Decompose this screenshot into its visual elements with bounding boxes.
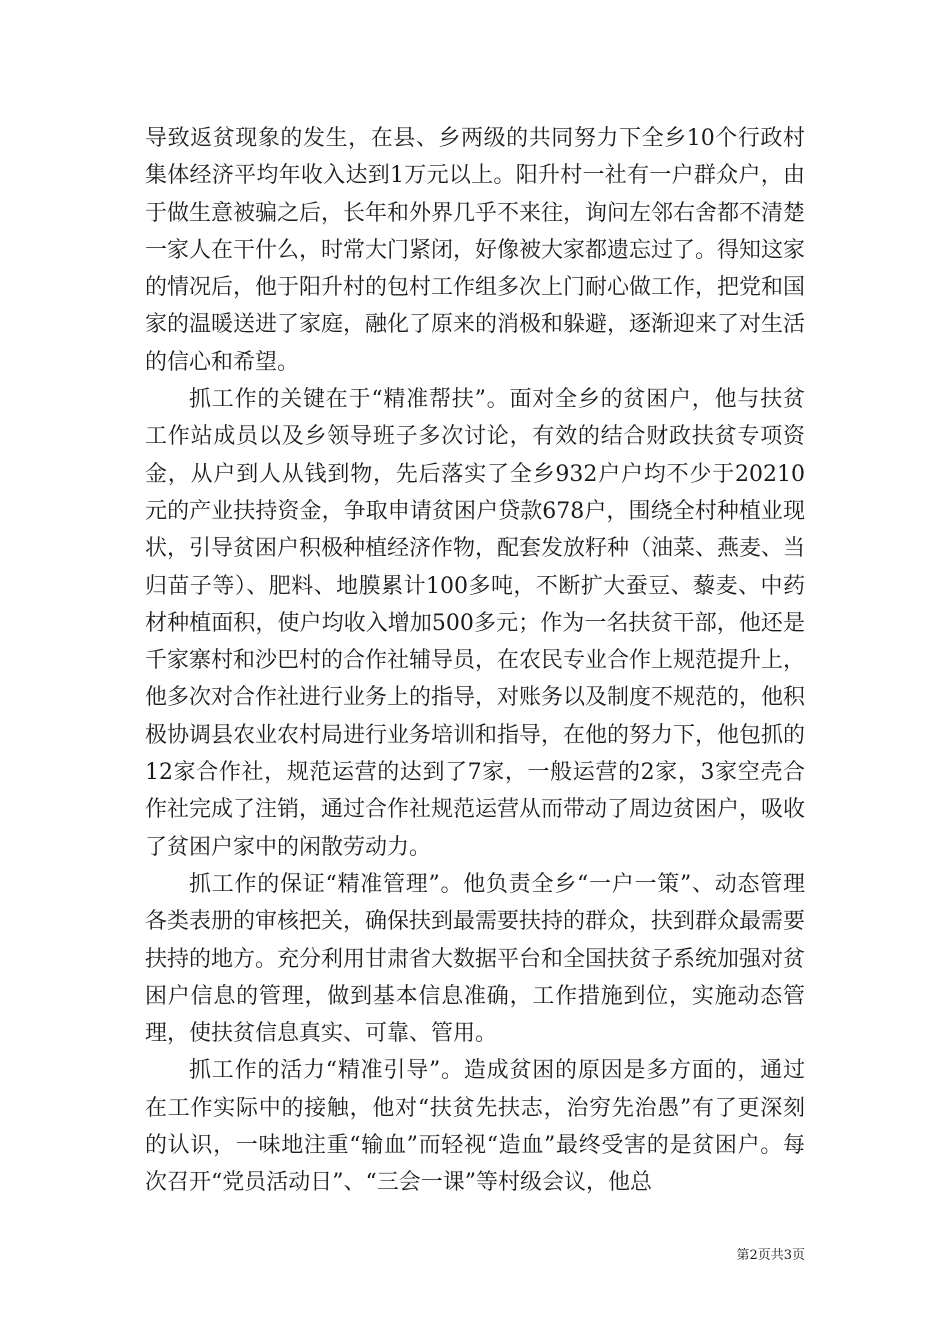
paragraph-precise-assistance: 抓工作的关键在于“精准帮扶”。面对全乡的贫困户，他与扶贫工作站成员以及乡领导班子多次讨论，有效的结合财政扶贫专项资金，从户到人从钱到物，先后落实了全乡932户户均不少于20210元的产业扶持资金，争取申请贫困户贷款678户，围绕全村种植业现状，引导贫困户积极种植经济作物，配套发放籽种（油菜、燕麦、当归苗子等）、肥料、地膜累计100多吨，不断扩大蚕豆、藜麦、中药材种植面积，使户均收入增加500多元；作为一名扶贫干部，他还是千家寨村和沙巴村的合作社辅导员，在农民专业合作上规范提升上，他多次对合作社进行业务上的指导，对账务以及制度不规范的，他积极协调县农业农村局进行业务培训和指导，在他的努力下，他包抓的12家合作社，规范运营的达到了7家，一般运营的2家，3家空壳合作社完成了注销，通过合作社规范运营从而带动了周边贫困户，吸收了贫困户家中的闲散劳动力。 [145, 387, 806, 860]
document-page [145, 120, 805, 1202]
paragraph-precise-management: 抓工作的保证“精准管理”。他负责全乡“一户一策”、动态管理各类表册的审核把关，确保扶到最需要扶持的群众，扶到群众最需要扶持的地方。充分利用甘肃省大数据平台和全国扶贫子系统加强对贫困户信息的管理，做到基本信息准确，工作措施到位，实施动态管理，使扶贫信息真实、可靠、管用。 [145, 871, 806, 1047]
paragraph-precise-guidance: 抓工作的活力“精准引导”。造成贫困的原因是多方面的，通过在工作实际中的接触，他对“扶贫先扶志，治穷先治愚”有了更深刻的认识，一味地注重“输血”而轻视“造血”最终受害的是贫困户。每次召开“党员活动日”、“三会一课”等村级会议，他总 [145, 1058, 805, 1196]
page-number: 第2页共3页 [736, 1248, 805, 1263]
paragraph-continuation: 导致返贫现象的发生，在县、乡两级的共同努力下全乡10个行政村集体经济平均年收入达到1万元以上。阳升村一社有一户群众户，由于做生意被骗之后，长年和外界几乎不来往，询问左邻右舍都不清楚一家人在干什么，时常大门紧闭，好像被大家都遗忘过了。得知这家的情况后，他于阳升村的包村工作组多次上门耐心做工作，把党和国家的温暖送进了家庭，融化了原来的消极和躲避，逐渐迎来了对生活的信心和希望。 [145, 126, 806, 375]
